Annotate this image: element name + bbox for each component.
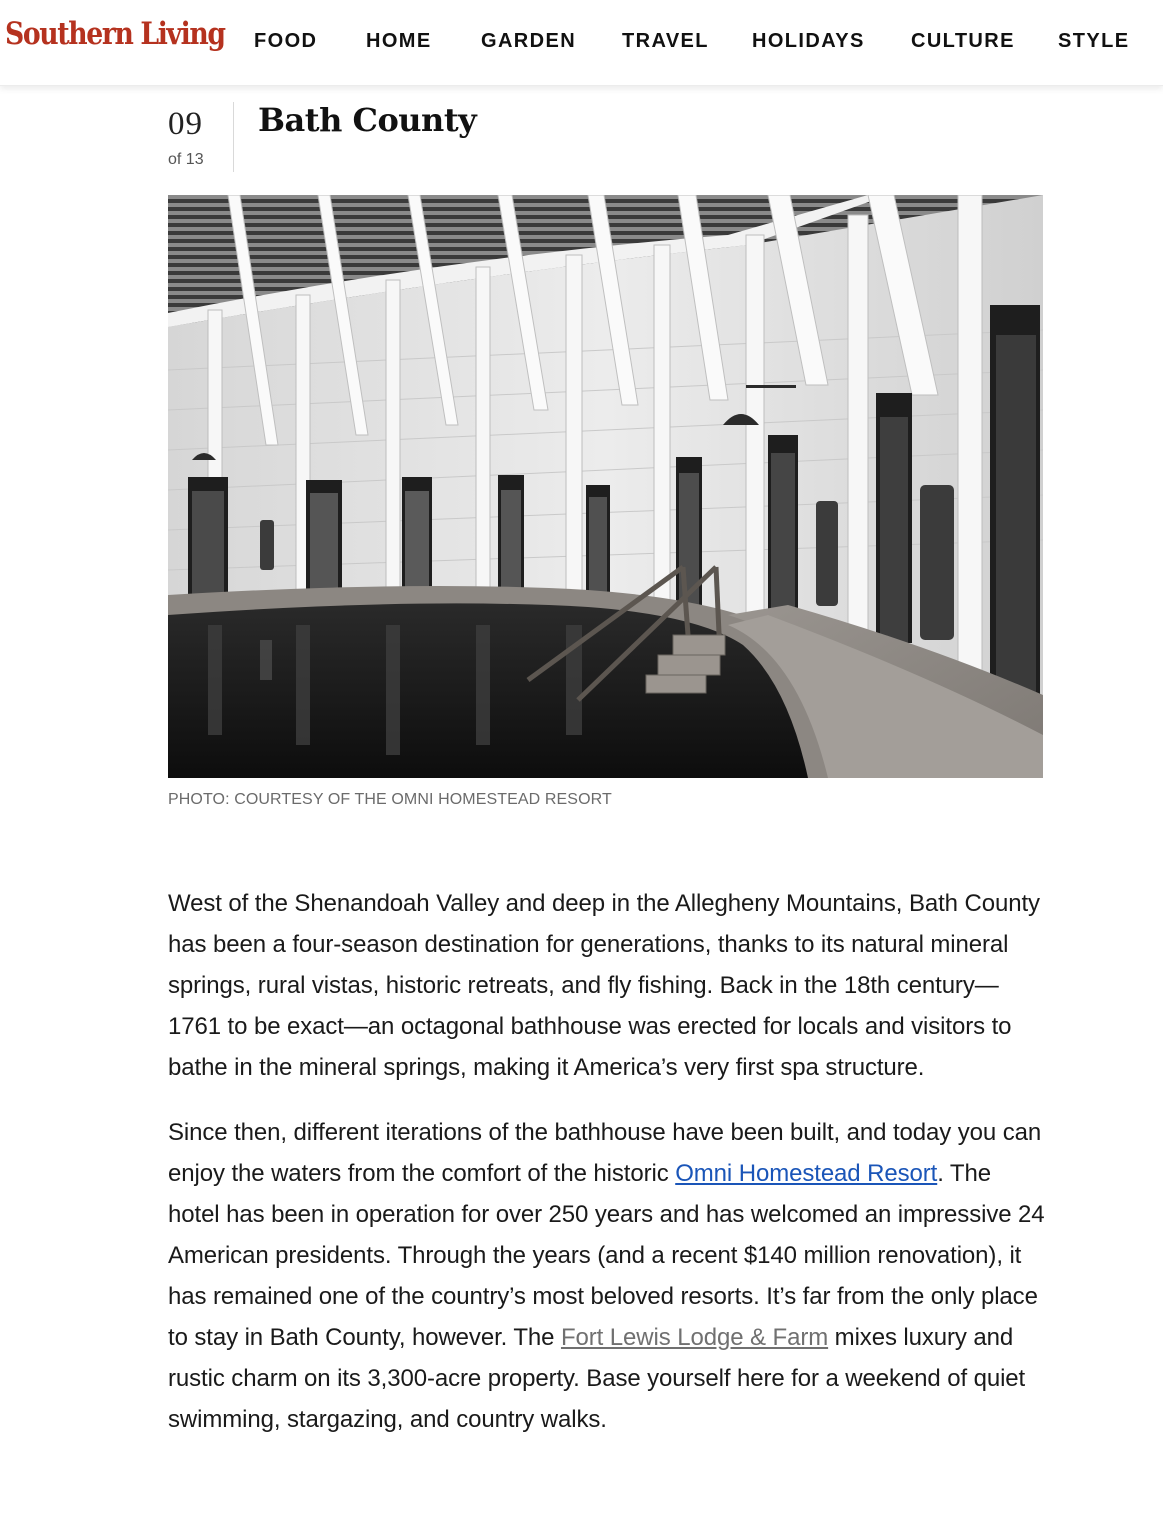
nav-item-style[interactable]: STYLE xyxy=(1058,30,1130,52)
slide-number: 09 xyxy=(168,106,203,142)
nav-item-food[interactable]: FOOD xyxy=(254,30,318,52)
paragraph-2-text-a: Since then, different iterations of the bathhouse have been built, and today you can enjoy the waters from the comfort of the historic xyxy=(168,1119,1042,1187)
paragraph-2-text-c: mixes luxury and rustic charm on its 3,300-acre property. Base yourself here for a weekend of quiet swimming, stargazing, and country walks. xyxy=(168,1324,1026,1433)
nav-item-culture[interactable]: CULTURE xyxy=(911,30,1015,52)
paragraph-2 xyxy=(168,1112,1048,1440)
site-header xyxy=(0,0,1163,86)
slide-counter xyxy=(168,102,234,172)
fort-lewis-lodge-link[interactable]: Fort Lewis Lodge & Farm xyxy=(560,1324,829,1351)
paragraph-2-text-b: . The hotel has been in operation for over 250 years and has welcomed an impressive 24 American presidents. Through the years (and a recent $140 million renovation), it has remained one of the country’s most beloved resorts. It’s far from the only place to stay in Bath County, however. The xyxy=(168,1160,1045,1351)
paragraph-1: West of the Shenandoah Valley and deep in the Allegheny Mountains, Bath County has been a four-season destination for generations, thanks to its natural mineral springs, rural vistas, historic retreats, and fly fishing. Back in the 18th century—1761 to be exact—an octagonal bathhouse was erected for locals and visitors to bathe in the mineral springs, making it America’s very first spa structure. xyxy=(168,890,1040,1081)
site-logo[interactable]: Southern Living xyxy=(5,16,225,52)
photo-credit: PHOTO: COURTESY OF THE OMNI HOMESTEAD RESORT xyxy=(168,791,612,808)
bathhouse-photo xyxy=(168,195,1043,778)
nav-item-holidays[interactable]: HOLIDAYS xyxy=(752,30,865,52)
article-body xyxy=(168,883,1048,1464)
nav-item-travel[interactable]: TRAVEL xyxy=(622,30,709,52)
omni-homestead-resort-link[interactable]: Omni Homestead Resort xyxy=(675,1160,938,1187)
slide-title: Bath County xyxy=(258,101,477,139)
slide-total: of 13 xyxy=(168,151,204,168)
nav-item-home[interactable]: HOME xyxy=(366,30,432,52)
nav-item-garden[interactable]: GARDEN xyxy=(481,30,577,52)
